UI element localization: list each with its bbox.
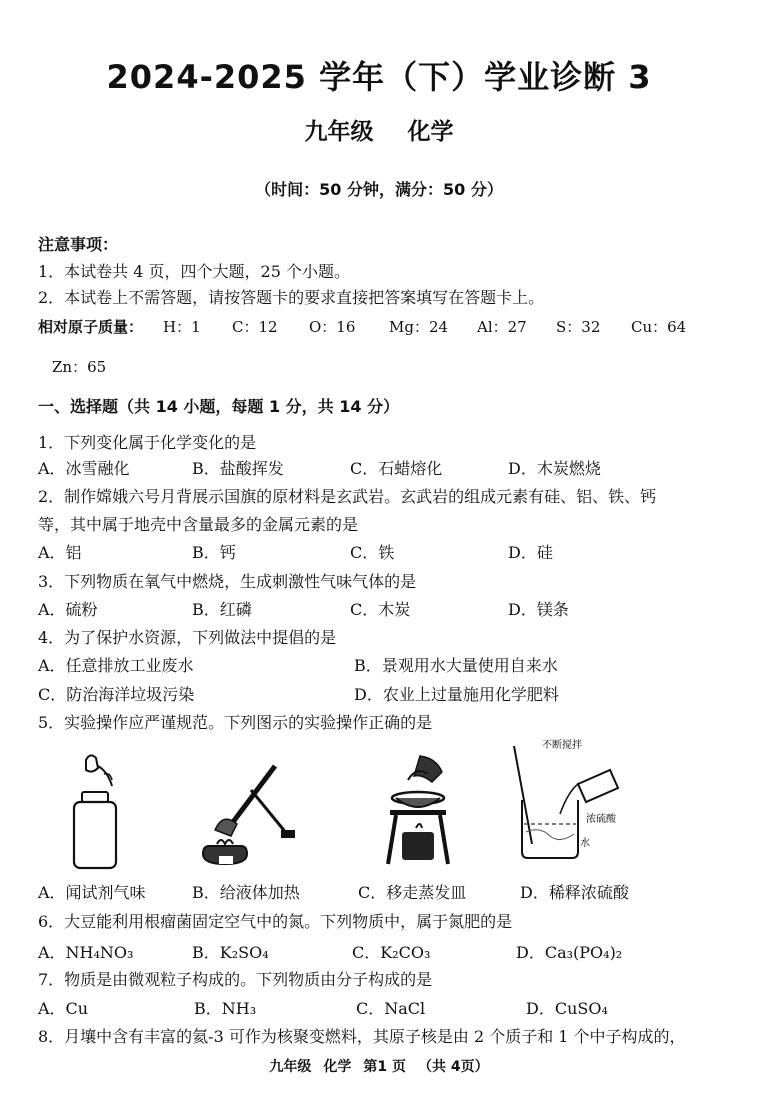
footer-subject: 化学 (323, 1059, 352, 1075)
atomic-mass-row (38, 316, 143, 337)
option: D．镁条 (508, 600, 569, 619)
grade-label: 九年级 (304, 119, 374, 145)
page-footer (0, 1056, 758, 1076)
question-stem: 5．实验操作应严谨规范。下列图示的实验操作正确的是 (38, 713, 433, 732)
figure-label-stirring: 不断搅拌 (542, 740, 582, 751)
option: A．任意排放工业废水 (38, 656, 194, 675)
question-stem: 6．大豆能利用根瘤菌固定空气中的氮。下列物质中，属于氮肥的是 (38, 912, 513, 931)
atomic-mass-value: Al：27 (477, 318, 527, 336)
option: C．移走蒸发皿 (358, 883, 467, 902)
atomic-mass-value: O：16 (309, 318, 356, 336)
footer-page: 第1 页 (363, 1059, 406, 1075)
exam-subtitle (0, 113, 758, 146)
atomic-mass-value: Cu：64 (631, 318, 687, 336)
note-item: 2．本试卷上不需答题，请按答题卡的要求直接把答案填写在答题卡上。 (38, 288, 545, 307)
option: C．木炭 (350, 600, 411, 619)
option: B．NH₃ (194, 999, 257, 1018)
question-stem: 1．下列变化属于化学变化的是 (38, 433, 257, 452)
option: D．木炭燃烧 (508, 459, 601, 478)
option: B．K₂SO₄ (192, 943, 269, 962)
option: B．给液体加热 (192, 883, 300, 902)
figure-smell-reagent (60, 752, 140, 872)
option: B．景观用水大量使用自来水 (354, 656, 558, 675)
option: A．Cu (38, 999, 89, 1018)
notes-heading: 注意事项： (38, 235, 119, 254)
option: C．防治海洋垃圾污染 (38, 685, 195, 704)
subject-label: 化学 (407, 119, 454, 145)
question-stem: 8．月壤中含有丰富的氦-3 可作为核聚变燃料，其原子核是由 2 个质子和 1 个中子构成的， (38, 1027, 686, 1046)
option: B．钙 (192, 543, 236, 562)
question-stem: 4．为了保护水资源，下列做法中提倡的是 (38, 628, 337, 647)
question-stem: 7．物质是由微观粒子构成的。下列物质由分子构成的是 (38, 970, 433, 989)
figure-dilute-sulfuric-acid (508, 736, 628, 864)
option: A．闻试剂气味 (38, 883, 146, 902)
option: D．稀释浓硫酸 (520, 883, 629, 902)
atomic-mass-value: S：32 (556, 318, 601, 336)
figure-heat-liquid (195, 760, 305, 872)
option: A．硫粉 (38, 600, 98, 619)
option: D．CuSO₄ (526, 999, 608, 1018)
footer-total: （共 4页） (418, 1059, 489, 1075)
question-stem-cont: 等，其中属于地壳中含量最多的金属元素的是 (38, 515, 359, 534)
atomic-mass-value: C：12 (232, 318, 278, 336)
exam-title: 2024-2025 学年（下）学业诊断 3 (106, 58, 652, 96)
option: D．Ca₃(PO₄)₂ (516, 943, 623, 962)
option: B．红磷 (192, 600, 252, 619)
figure-label-water: 水 (580, 838, 590, 849)
time-info: （时间：50 分钟，满分：50 分） (255, 180, 503, 199)
question-stem: 2．制作嫦娥六号月背展示国旗的原材料是玄武岩。玄武岩的组成元素有硅、铝、铁、钙 (38, 487, 657, 506)
option: C．K₂CO₃ (352, 943, 431, 962)
option: C．NaCl (356, 999, 426, 1018)
note-item: 1．本试卷共 4 页，四个大题，25 个小题。 (38, 262, 350, 281)
atomic-mass-extra: Zn：65 (52, 358, 107, 376)
option: D．硅 (508, 543, 553, 562)
question-stem: 3．下列物质在氧气中燃烧，生成刺激性气味气体的是 (38, 572, 417, 591)
section-heading: 一、选择题（共 14 小题，每题 1 分，共 14 分） (38, 397, 400, 416)
option: A．NH₄NO₃ (38, 943, 134, 962)
atomic-mass-value: H：1 (163, 318, 201, 336)
option: B．盐酸挥发 (192, 459, 284, 478)
figure-label-acid: 浓硫酸 (586, 814, 616, 825)
option: C．石蜡熔化 (350, 459, 443, 478)
option: C．铁 (350, 543, 395, 562)
option: A．冰雪融化 (38, 459, 130, 478)
atomic-mass-value: Mg：24 (389, 318, 449, 336)
option: D．农业上过量施用化学肥料 (354, 685, 559, 704)
figure-evaporating-dish (380, 752, 460, 870)
option: A．铝 (38, 543, 82, 562)
footer-grade: 九年级 (269, 1059, 312, 1075)
atomic-mass-label: 相对原子质量： (38, 318, 144, 336)
